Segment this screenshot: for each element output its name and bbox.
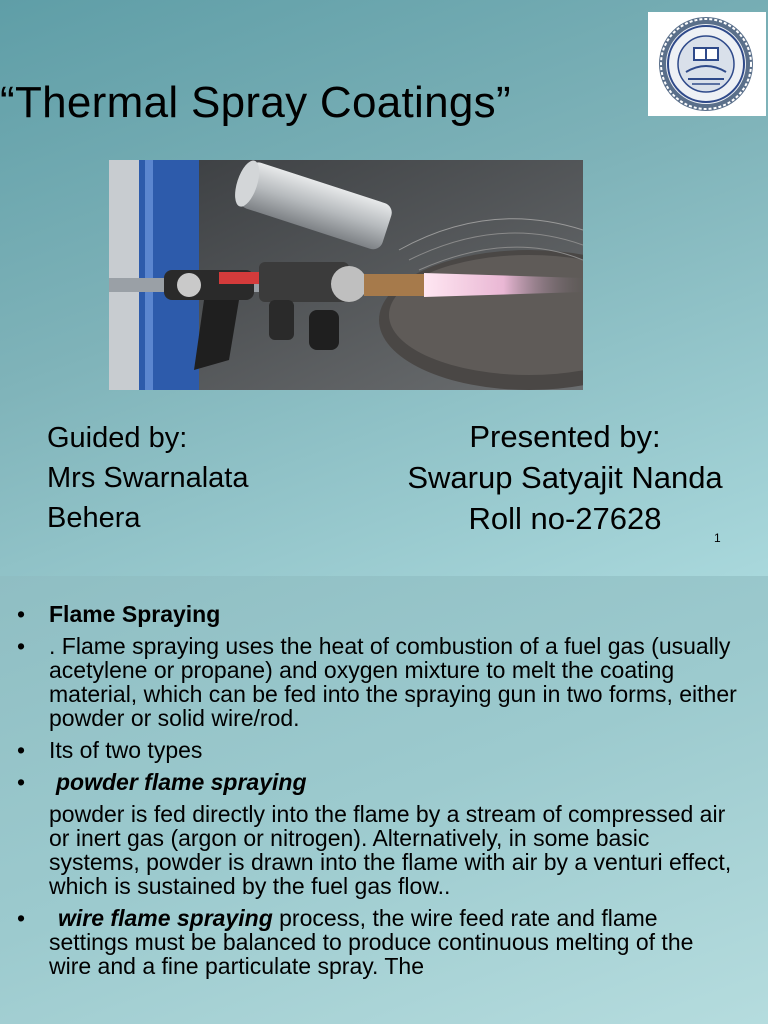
list-item <box>0 634 740 730</box>
bullet-marker: • <box>17 769 26 795</box>
flame-spraying-description: . Flame spraying uses the heat of combustion of a fuel gas (usually acetylene or propane) and oxygen mixture to melt the coating material, which can be fed into the spraying gun in two forms, either powder or solid wire/rod. <box>49 633 737 731</box>
powder-flame-description: powder is fed directly into the flame by a stream of compressed air or inert gas (argon or nitrogen). Alternatively, in some basic systems, powder is drawn into the flame with air by a venturi effect, which is sustained by the fuel gas flow.. <box>49 801 732 899</box>
presenter-name: Swarup Satyajit Nanda <box>407 460 723 495</box>
wire-flame-heading: wire flame spraying <box>58 905 273 931</box>
types-intro: Its of two types <box>49 737 203 763</box>
guide-name-line1: Mrs Swarnalata <box>47 462 249 494</box>
bullet-marker: • <box>17 633 26 659</box>
section-heading: Flame Spraying <box>49 601 221 627</box>
list-item <box>0 906 740 978</box>
presented-by-label: Presented by: <box>469 419 661 454</box>
guided-by-block <box>47 418 248 538</box>
slide-title: “Thermal Spray Coatings” <box>0 78 511 127</box>
guide-name-line2: Behera <box>47 502 141 534</box>
guided-by-label: Guided by: <box>47 422 188 454</box>
list-item <box>0 738 740 762</box>
bullet-list <box>0 602 740 986</box>
bullet-marker: • <box>17 737 26 763</box>
thermal-spray-gun-photo <box>109 160 583 390</box>
bullet-marker: • <box>17 905 26 931</box>
list-item <box>0 602 740 626</box>
page-number: 1 <box>714 531 721 545</box>
presented-by-block <box>380 416 750 539</box>
roll-number: Roll no-27628 <box>468 501 662 536</box>
university-seal-icon <box>648 12 766 116</box>
wire-flame-description: process, the wire feed rate and flame settings must be balanced to produce continuous melting of the wire and a fine particulate spray. The <box>49 905 694 979</box>
list-item <box>0 770 740 794</box>
powder-flame-heading: powder flame spraying <box>56 769 307 795</box>
content-slide <box>0 576 768 1024</box>
bullet-marker: • <box>17 601 26 627</box>
